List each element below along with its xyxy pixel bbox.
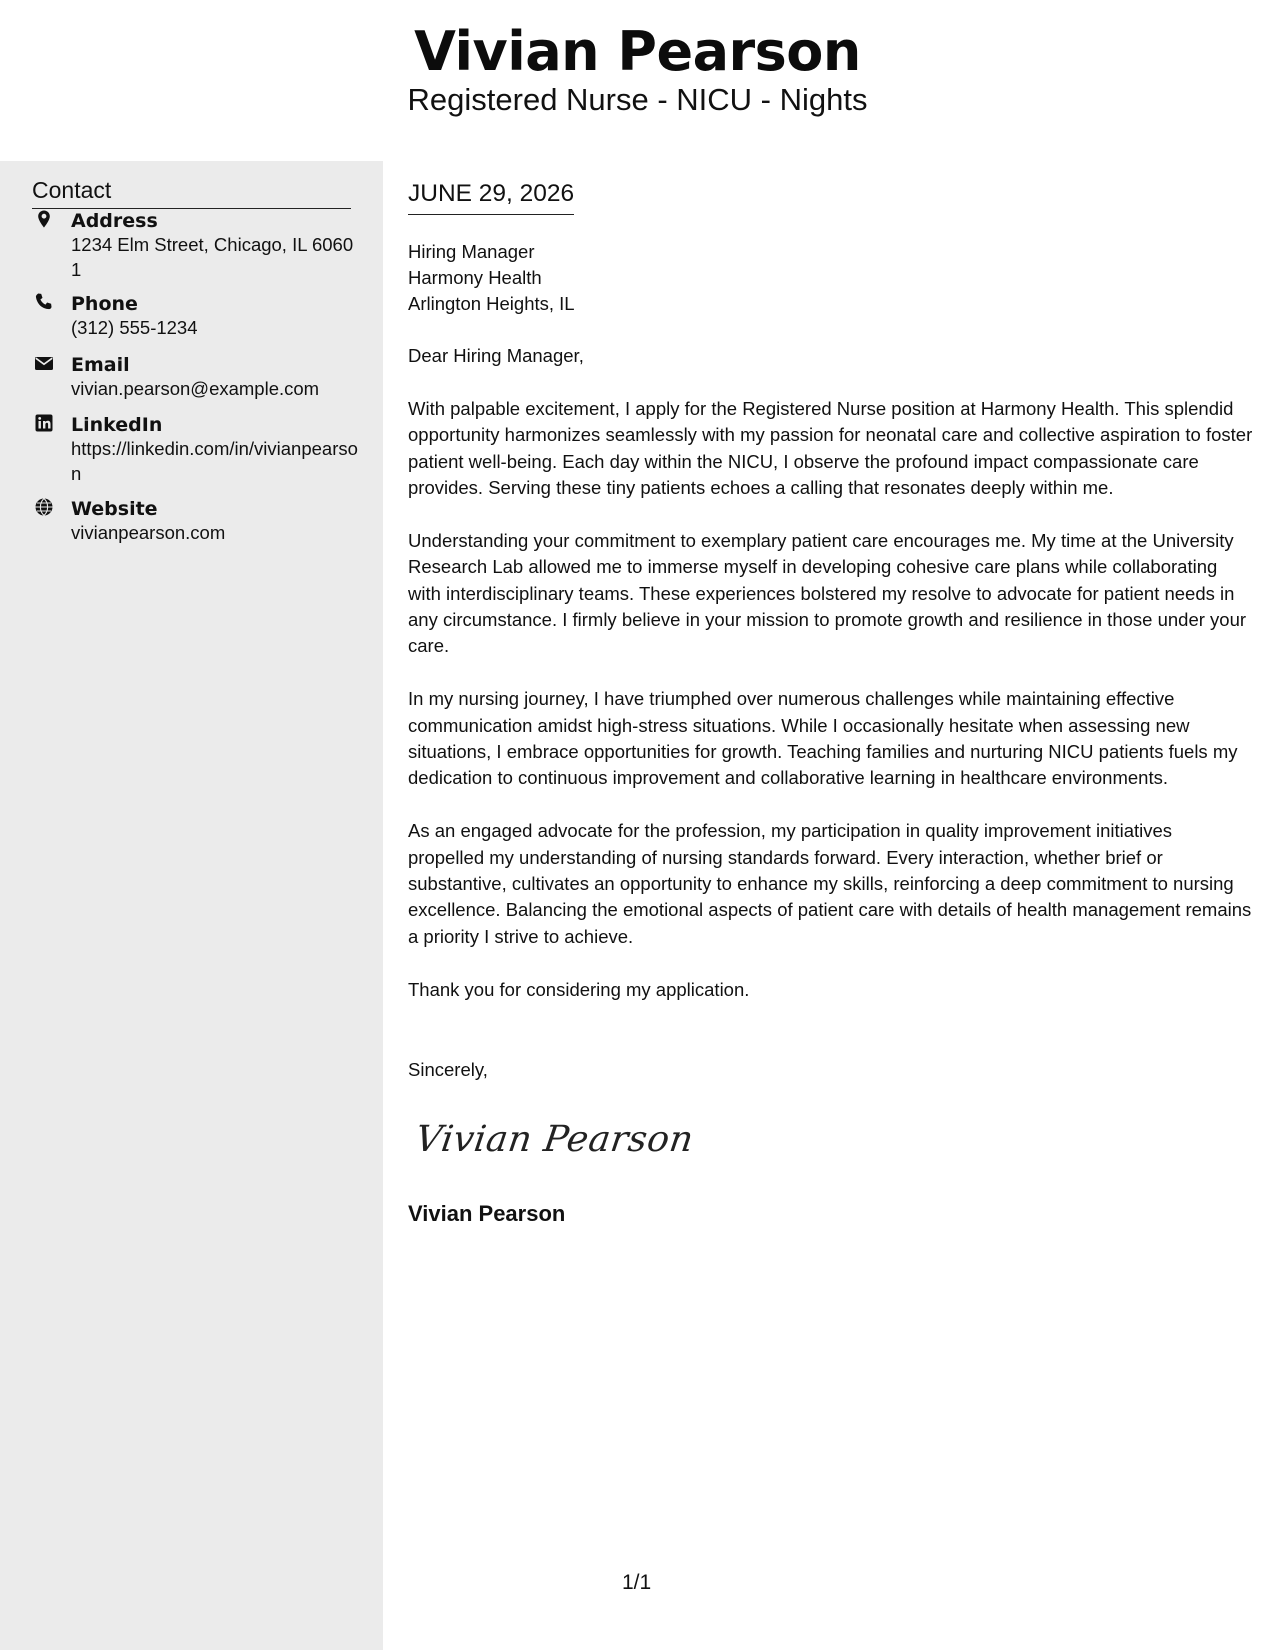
candidate-name: Vivian Pearson (414, 20, 861, 83)
paragraph: In my nursing journey, I have triumphed over numerous challenges while maintaining effective communication amidst high-stress situations. While I occasionally hesitate when assessing new situations, I embrace opportunities for growth. Teaching families and nurturing NICU patients fuels my dedication to continuous improvement and collaborative learning in healthcare environments. (408, 688, 1238, 789)
header (0, 0, 1275, 161)
paragraph: With palpable excitement, I apply for the Registered Nurse position at Harmony Health. This splendid opportunity harmonizes seamlessly with my passion for neonatal care and collective aspiration to foster patient well-being. Each day within the NICU, I observe the profound impact compassionate care provides. Serving these tiny patients echoes a calling that resonates deeply within me. (408, 397, 1253, 499)
contact-value: (312) 555-1234 (71, 317, 198, 338)
signer-name: Vivian Pearson (408, 1201, 566, 1226)
handwritten-signature (412, 1109, 697, 1174)
contact-value[interactable]: vivianpearson.com (71, 522, 226, 543)
paragraph: Understanding your commitment to exemplary patient care encourages me. My time at the University Research Lab allowed me to immerse myself in developing cohesive care plans while collaborating with interdisciplinary teams. These experiences bolstered my resolve to advocate for patient needs in any circumstance. I firmly believe in your mission to promote growth and resilience in those under your care. (408, 529, 1247, 657)
paragraph: Thank you for considering my application. (408, 978, 750, 1000)
globe-icon (34, 497, 54, 519)
job-title: Registered Nurse - NICU - Nights (407, 82, 868, 117)
linkedin-icon (34, 413, 54, 435)
letter-text (408, 343, 1253, 1029)
contact-value: vivian.pearson@example.com (71, 378, 320, 399)
envelope-icon (34, 353, 54, 375)
closing: Sincerely, (408, 1059, 488, 1080)
recipient-line: Hiring Manager (408, 241, 535, 262)
page-number: 1/1 (622, 1571, 652, 1594)
contact-label: Website (71, 498, 158, 520)
contact-label: LinkedIn (71, 414, 163, 436)
letter-date: JUNE 29, 2026 (408, 180, 574, 215)
contact-value: 1234 Elm Street, Chicago, IL 60601 (71, 234, 354, 280)
recipient-block (408, 239, 575, 317)
phone-icon (34, 292, 54, 314)
contact-value[interactable]: https://linkedin.com/in/vivianpearson (71, 438, 358, 484)
recipient-line: Arlington Heights, IL (408, 293, 575, 314)
salutation: Dear Hiring Manager, (408, 345, 584, 366)
paragraph: As an engaged advocate for the profession, my participation in quality improvement initiatives propelled my understanding of nursing standards forward. Every interaction, whether brief or substantive, cultivates an opportunity to enhance my skills, reinforcing a deep commitment to nursing excellence. Balancing the emotional aspects of patient care with details of health management remains a priority I strive to achieve. (408, 820, 1252, 947)
contact-label: Email (71, 354, 130, 376)
sidebar (0, 161, 383, 1650)
map-pin-icon (34, 209, 54, 231)
recipient-line: Harmony Health (408, 267, 542, 288)
svg-text:Vivian Pearson: Vivian Pearson (412, 1117, 697, 1160)
contact-label: Address (71, 210, 158, 232)
contact-heading: Contact (32, 177, 351, 209)
contact-label: Phone (71, 293, 138, 315)
